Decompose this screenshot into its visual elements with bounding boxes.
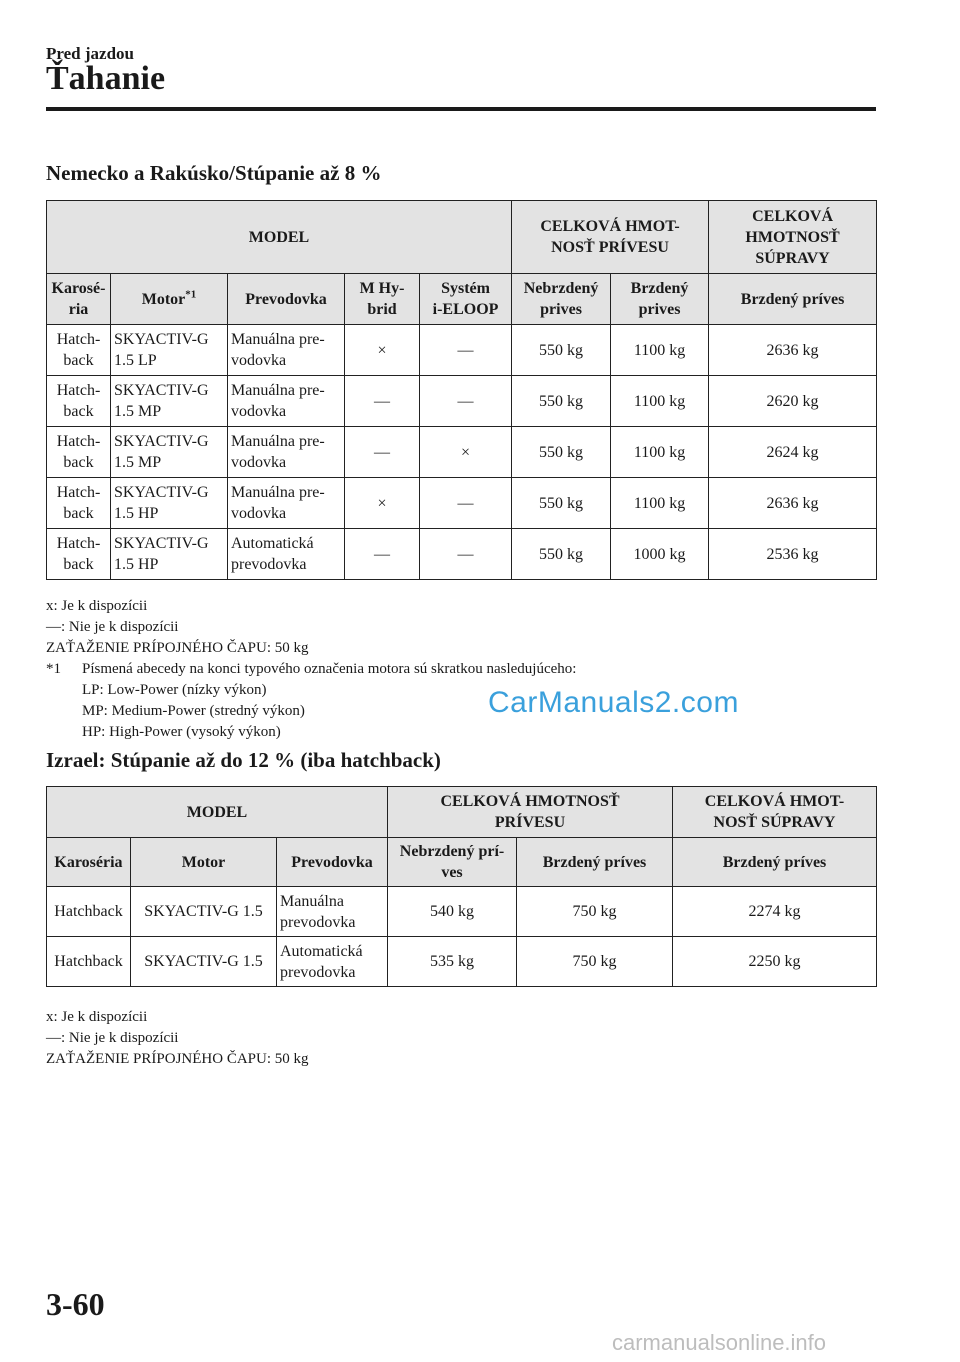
towing-table-germany-austria	[46, 200, 877, 580]
cell-transmission: Automatická prevodovka	[228, 529, 345, 580]
cell-transmission: Automatická prevodovka	[277, 937, 388, 987]
cell-ieloop: —	[420, 529, 512, 580]
header-trailer-mass: CELKOVÁ HMOT- NOSŤ PRÍVESU	[512, 201, 709, 274]
note-not-available: —: Nie je k dispozícii	[46, 619, 179, 635]
cell-body: Hatch- back	[47, 427, 111, 478]
cell-engine: SKYACTIV-G 1.5 MP	[111, 376, 228, 427]
cell-total: 2636 kg	[709, 325, 877, 376]
note-hitch-load: ZAŤAŽENIE PRÍPOJNÉHO ČAPU: 50 kg	[46, 640, 309, 656]
col-unbraked: Nebrzdený prives	[512, 274, 611, 325]
cell-total: 2620 kg	[709, 376, 877, 427]
cell-body: Hatch- back	[47, 478, 111, 529]
table-row	[47, 937, 877, 987]
footnote-text: Písmená abecedy na konci typového označenia motora sú skratkou nasledujúceho:	[82, 661, 577, 677]
cell-body: Hatchback	[47, 937, 131, 987]
cell-body: Hatch- back	[47, 529, 111, 580]
header-model: MODEL	[47, 201, 512, 274]
cell-unbraked: 550 kg	[512, 325, 611, 376]
cell-ieloop: —	[420, 325, 512, 376]
note-available: x: Je k dispozícii	[46, 598, 148, 614]
cell-engine: SKYACTIV-G 1.5 LP	[111, 325, 228, 376]
header-combination-mass: CELKOVÁ HMOTNOSŤ SÚPRAVY	[709, 201, 877, 274]
col-braked-total: Brzdený príves	[709, 274, 877, 325]
footnote	[46, 659, 576, 680]
cell-total: 2274 kg	[673, 887, 877, 937]
table2-heading: Izrael: Stúpanie až do 12 % (iba hatchback)	[46, 748, 441, 772]
cell-body: Hatchback	[47, 887, 131, 937]
col-body: Karosé- ria	[47, 274, 111, 325]
col-transmission: Prevodovka	[277, 838, 388, 887]
cell-braked: 1100 kg	[611, 427, 709, 478]
cell-engine: SKYACTIV-G 1.5 HP	[111, 478, 228, 529]
page-number: 3-60	[46, 1286, 105, 1322]
footnote-mp: MP: Medium-Power (stredný výkon)	[82, 703, 305, 719]
cell-engine: SKYACTIV-G 1.5 HP	[111, 529, 228, 580]
col-engine: Motor$^{*1}$	[111, 274, 228, 325]
table-row	[47, 325, 877, 376]
table-row	[47, 478, 877, 529]
cell-unbraked: 535 kg	[388, 937, 517, 987]
cell-engine: SKYACTIV-G 1.5	[131, 937, 277, 987]
footnote-mark: *1	[46, 661, 61, 677]
table2-notes	[46, 1007, 309, 1070]
cell-transmission: Manuálna pre- vodovka	[228, 427, 345, 478]
cell-mhybrid: —	[345, 376, 420, 427]
table-row	[47, 376, 877, 427]
cell-unbraked: 550 kg	[512, 529, 611, 580]
cell-braked: 1100 kg	[611, 478, 709, 529]
table1-notes	[46, 596, 576, 743]
cell-ieloop: ×	[420, 427, 512, 478]
watermark-logo: CarManuals2.com	[488, 686, 739, 719]
table-row	[47, 427, 877, 478]
col-mhybrid: M Hy- brid	[345, 274, 420, 325]
towing-table-israel	[46, 786, 877, 987]
footer-site-watermark: carmanualsonline.info	[612, 1330, 827, 1355]
cell-transmission: Manuálna pre- vodovka	[228, 376, 345, 427]
col-transmission: Prevodovka	[228, 274, 345, 325]
cell-braked: 1100 kg	[611, 376, 709, 427]
col-ieloop: Systém i-ELOOP	[420, 274, 512, 325]
cell-transmission: Manuálna pre- vodovka	[228, 478, 345, 529]
col-body: Karoséria	[47, 838, 131, 887]
cell-mhybrid: ×	[345, 478, 420, 529]
cell-total: 2536 kg	[709, 529, 877, 580]
cell-mhybrid: —	[345, 427, 420, 478]
section-label: Pred jazdou	[46, 44, 134, 63]
cell-unbraked: 550 kg	[512, 427, 611, 478]
footnote-ref: *1	[185, 288, 197, 301]
note-available: x: Je k dispozícii	[46, 1009, 148, 1025]
title-divider	[46, 107, 876, 111]
cell-unbraked: 540 kg	[388, 887, 517, 937]
col-engine: Motor	[131, 838, 277, 887]
cell-engine: SKYACTIV-G 1.5	[131, 887, 277, 937]
cell-braked: 1100 kg	[611, 325, 709, 376]
cell-braked: 750 kg	[517, 887, 673, 937]
note-not-available: —: Nie je k dispozícii	[46, 1030, 179, 1046]
col-braked-total: Brzdený príves	[673, 838, 877, 887]
col-braked: Brzdený prives	[611, 274, 709, 325]
cell-mhybrid: —	[345, 529, 420, 580]
cell-unbraked: 550 kg	[512, 376, 611, 427]
header-combination-mass: CELKOVÁ HMOT- NOSŤ SÚPRAVY	[673, 787, 877, 838]
col-braked: Brzdený príves	[517, 838, 673, 887]
col-unbraked: Nebrzdený prí- ves	[388, 838, 517, 887]
cell-unbraked: 550 kg	[512, 478, 611, 529]
cell-braked: 1000 kg	[611, 529, 709, 580]
cell-body: Hatch- back	[47, 325, 111, 376]
table-row	[47, 887, 877, 937]
cell-mhybrid: ×	[345, 325, 420, 376]
cell-total: 2636 kg	[709, 478, 877, 529]
cell-engine: SKYACTIV-G 1.5 MP	[111, 427, 228, 478]
table1-heading: Nemecko a Rakúsko/Stúpanie až 8 %	[46, 161, 382, 185]
header-model: MODEL	[47, 787, 388, 838]
cell-transmission: Manuálna prevodovka	[277, 887, 388, 937]
cell-total: 2250 kg	[673, 937, 877, 987]
cell-transmission: Manuálna pre- vodovka	[228, 325, 345, 376]
cell-body: Hatch- back	[47, 376, 111, 427]
cell-total: 2624 kg	[709, 427, 877, 478]
cell-braked: 750 kg	[517, 937, 673, 987]
cell-ieloop: —	[420, 478, 512, 529]
footnote-hp: HP: High-Power (vysoký výkon)	[82, 724, 281, 740]
table-row	[47, 529, 877, 580]
footnote-lp: LP: Low-Power (nízky výkon)	[82, 682, 267, 698]
page-title: Ťahanie	[46, 60, 166, 97]
header-trailer-mass: CELKOVÁ HMOTNOSŤ PRÍVESU	[388, 787, 673, 838]
cell-ieloop: —	[420, 376, 512, 427]
note-hitch-load: ZAŤAŽENIE PRÍPOJNÉHO ČAPU: 50 kg	[46, 1051, 309, 1067]
